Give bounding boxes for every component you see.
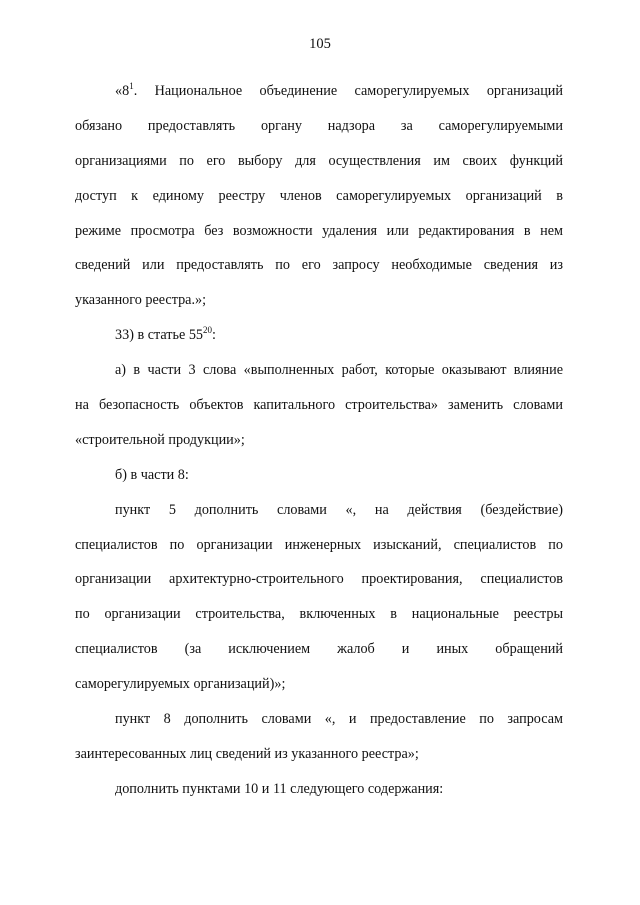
text-line: обязано предоставлять органу надзора за саморегулируемыми (75, 117, 563, 134)
paragraph-point-5 (75, 493, 563, 702)
text-line: а) в части 3 слова «выполненных работ, которые оказывают влияние (115, 362, 563, 379)
text-line: доступ к единому реестру членов саморегулируемых организаций в (75, 187, 563, 204)
text-line: указанного реестра.»; (75, 292, 207, 309)
paragraph-item-8-1 (75, 74, 563, 318)
document-body (75, 74, 563, 807)
paragraph-point-8 (75, 702, 563, 772)
text-line: 33) в статье $55^{20}$: (115, 325, 216, 344)
text-line: б) в части 8: (115, 466, 189, 483)
paragraph-item-33 (75, 318, 563, 353)
text-line: организациями по его выбору для осуществления им своих функций (75, 152, 563, 169)
text-line: на безопасность объектов капитального строительства» заменить словами (75, 397, 563, 414)
text-line: сведений или предоставлять по его запросу необходимые сведения из (75, 257, 563, 274)
text-line: «$8^1$. Национальное объединение саморегулируемых организаций (115, 81, 563, 99)
text-line: организации архитектурно-строительного проектирования, специалистов (75, 571, 563, 588)
paragraph-subitem-a (75, 353, 563, 458)
superscript: 20 (203, 325, 213, 336)
paragraph-add-points (75, 772, 563, 807)
paragraph-subitem-b (75, 458, 563, 493)
text-line: пункт 8 дополнить словами «, и предоставление по запросам (115, 711, 563, 728)
text-line: режиме просмотра без возможности удаления или редактирования в нем (75, 222, 563, 239)
text-line: саморегулируемых организаций)»; (75, 676, 286, 693)
superscript: 1 (129, 81, 134, 91)
text-line: заинтересованных лиц сведений из указанного реестра»; (75, 745, 419, 762)
text-line: по организации строительства, включенных в национальные реестры (75, 606, 563, 623)
text-line: специалистов (за исключением жалоб и иных обращений (75, 641, 563, 658)
text-line: дополнить пунктами 10 и 11 следующего содержания: (115, 780, 444, 797)
text-line: пункт 5 дополнить словами «, на действия (бездействие) (115, 501, 563, 518)
text-line: специалистов по организации инженерных изысканий, специалистов по (75, 536, 563, 553)
text-line: «строительной продукции»; (75, 431, 245, 448)
page-number: 105 (309, 36, 331, 52)
